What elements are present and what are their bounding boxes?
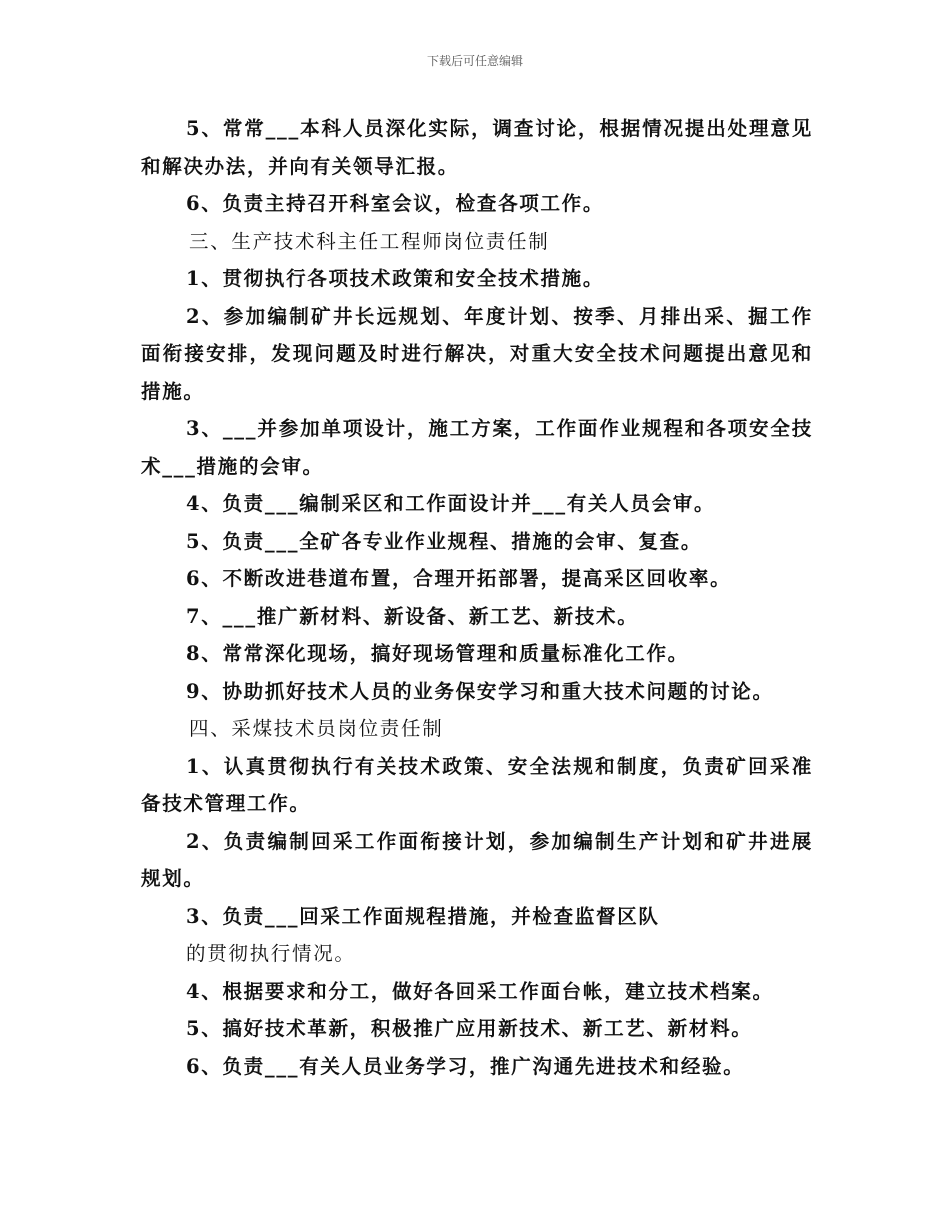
paragraph-duty-6: 6、负责主持召开科室会议，检查各项工作。 [186,192,605,215]
paragraph-duty-5: 5、常常___本科人员深化实际，调查讨论，根据情况提出处理意见和解决办法，并向有关领导汇报。 [141,117,813,178]
paragraph-engineer-3: 3、___并参加单项设计，施工方案，工作面作业规程和各项安全技术___措施的会审。 [141,417,813,478]
paragraph-technician-2: 2、负责编制回采工作面衔接计划，参加编制生产计划和矿井进展规划。 [141,829,813,890]
paragraph-engineer-4: 4、负责___编制采区和工作面设计并___有关人员会审。 [186,492,716,515]
section-heading-4: 四、采煤技术员岗位责任制 [189,717,444,740]
document-body [141,110,813,1085]
paragraph-engineer-9: 9、协助抓好技术人员的业务保安学习和重大技术问题的讨论。 [186,679,774,703]
paragraph-technician-6: 6、负责___有关人员业务学习，推广沟通先进技术和经验。 [186,1054,745,1078]
paragraph-engineer-5: 5、负责___全矿各专业作业规程、措施的会审、复查。 [186,529,703,553]
paragraph-engineer-7: 7、___推广新材料、新设备、新工艺、新技术。 [186,604,639,628]
section-heading-3: 三、生产技术科主任工程师岗位责任制 [189,229,550,253]
paragraph-technician-1: 1、认真贯彻执行有关技术政策、安全法规和制度，负责矿回采准备技术管理工作。 [141,754,813,815]
page-header: 下载后可任意编辑 [426,54,523,68]
paragraph-engineer-8: 8、常常深化现场，搞好现场管理和质量标准化工作。 [186,642,689,665]
paragraph-technician-3: 3、负责___回采工作面规程措施，并检查监督区队 [186,904,660,928]
paragraph-engineer-1: 1、贯彻执行各项技术政策和安全技术措施。 [186,267,605,290]
paragraph-technician-3-continuation: 的贯彻执行情况。 [186,942,356,965]
paragraph-technician-5: 5、搞好技术革新，积极推广应用新技术、新工艺、新材料。 [186,1017,753,1040]
paragraph-engineer-2: 2、参加编制矿井长远规划、年度计划、按季、月排出采、掘工作面衔接安排，发现问题及时进行解决，对重大安全技术问题提出意见和措施。 [141,304,813,403]
paragraph-technician-4: 4、根据要求和分工，做好各回采工作面台帐，建立技术档案。 [186,979,774,1003]
paragraph-engineer-6: 6、不断改进巷道布置，合理开拓部署，提高采区回收率。 [186,567,732,590]
